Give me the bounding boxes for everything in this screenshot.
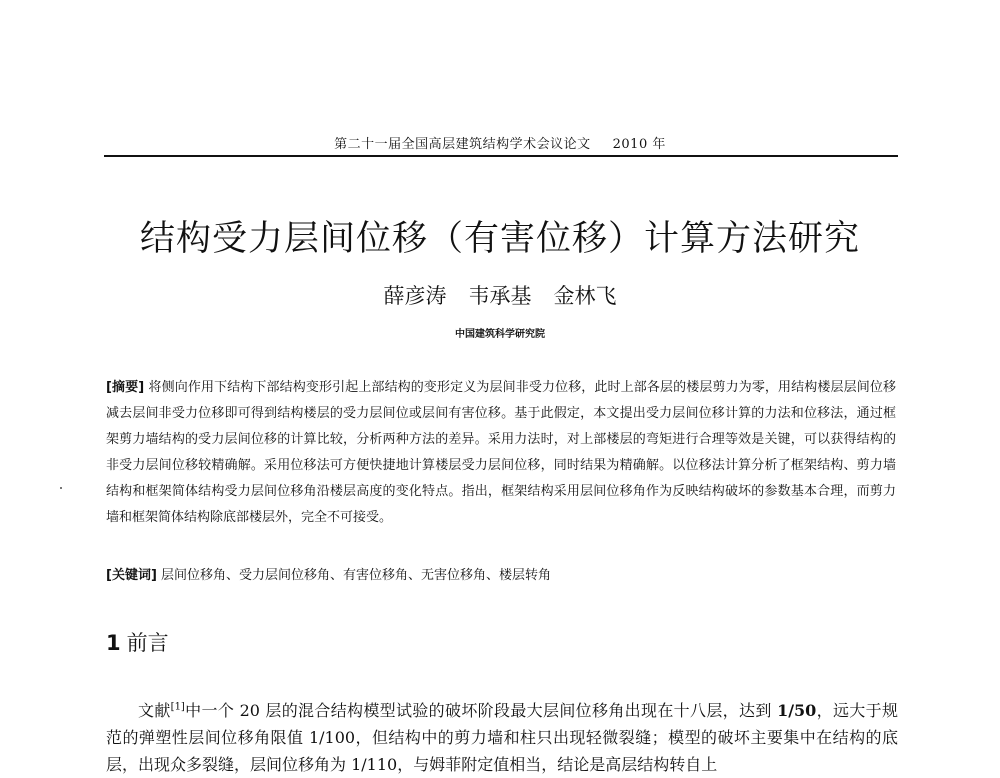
scan-speck — [60, 487, 62, 489]
body-paragraph — [106, 697, 898, 778]
author-name: 金林飞 — [553, 284, 617, 308]
conference-year: 2010 年 — [612, 137, 666, 152]
section-number: 1 — [106, 631, 121, 655]
keywords-text: 层间位移角、受力层间位移角、有害位移角、无害位移角、楼层转角 — [161, 568, 552, 583]
body-prefix: 文献 — [138, 701, 171, 720]
author-name: 韦承基 — [468, 284, 532, 308]
header-rule — [104, 155, 898, 157]
body-text-b: ，远大于规范的弹塑性层间位移角限值 1/100，但结构中的剪力墙和柱只出现轻微裂缝；模型的破坏主要集中在结构的底层，出现众多裂缝，层间位移角为 1/110，与姆菲附定值相当，结论是高层结构转自上 — [106, 701, 898, 774]
keywords — [106, 565, 896, 587]
abstract-label: [摘要] — [106, 380, 145, 395]
citation-ref[interactable]: [1] — [170, 701, 185, 713]
abstract — [106, 375, 896, 531]
body-text-a: 中一个 20 层的混合结构模型试验的破坏阶段最大层间位移角出现在十八层，达到 — [184, 701, 778, 720]
running-header — [0, 133, 1000, 152]
section-title: 前言 — [126, 631, 169, 655]
author-name: 薛彦涛 — [383, 284, 447, 308]
affiliation: 中国建筑科学研究院 — [455, 329, 545, 340]
abstract-text: 将侧向作用下结构下部结构变形引起上部结构的变形定义为层间非受力位移，此时上部各层的楼层剪力为零，用结构楼层层间位移减去层间非受力位移即可得到结构楼层的受力层间位或层间有害位移。基于此假定，本文提出受力层间位移计算的力法和位移法，通过框架剪力墙结构的受力层间位移的计算比较，分析两种方法的差异。采用力法时，对上部楼层的弯矩进行合理等效是关键，可以获得结构的非受力层间位移较精确解。采用位移法可方便快捷地计算楼层受力层间位移，同时结果为精确解。以位移法计算分析了框架结构、剪力墙结构和框架简体结构受力层间位移角沿楼层高度的变化特点。指出，框架结构采用层间位移角作为反映结构破坏的参数基本合理，而剪力墙和框架简体结构除底部楼层外，完全不可接受。 — [106, 380, 896, 525]
keywords-label: [关键词] — [106, 568, 157, 583]
paper-title: 结构受力层间位移（有害位移）计算方法研究 — [139, 219, 860, 260]
body-value: 1/50 — [777, 701, 817, 720]
author-list — [0, 280, 1000, 310]
conference-name: 第二十一届全国高层建筑结构学术会议论文 — [334, 137, 591, 152]
section-heading — [106, 627, 169, 657]
